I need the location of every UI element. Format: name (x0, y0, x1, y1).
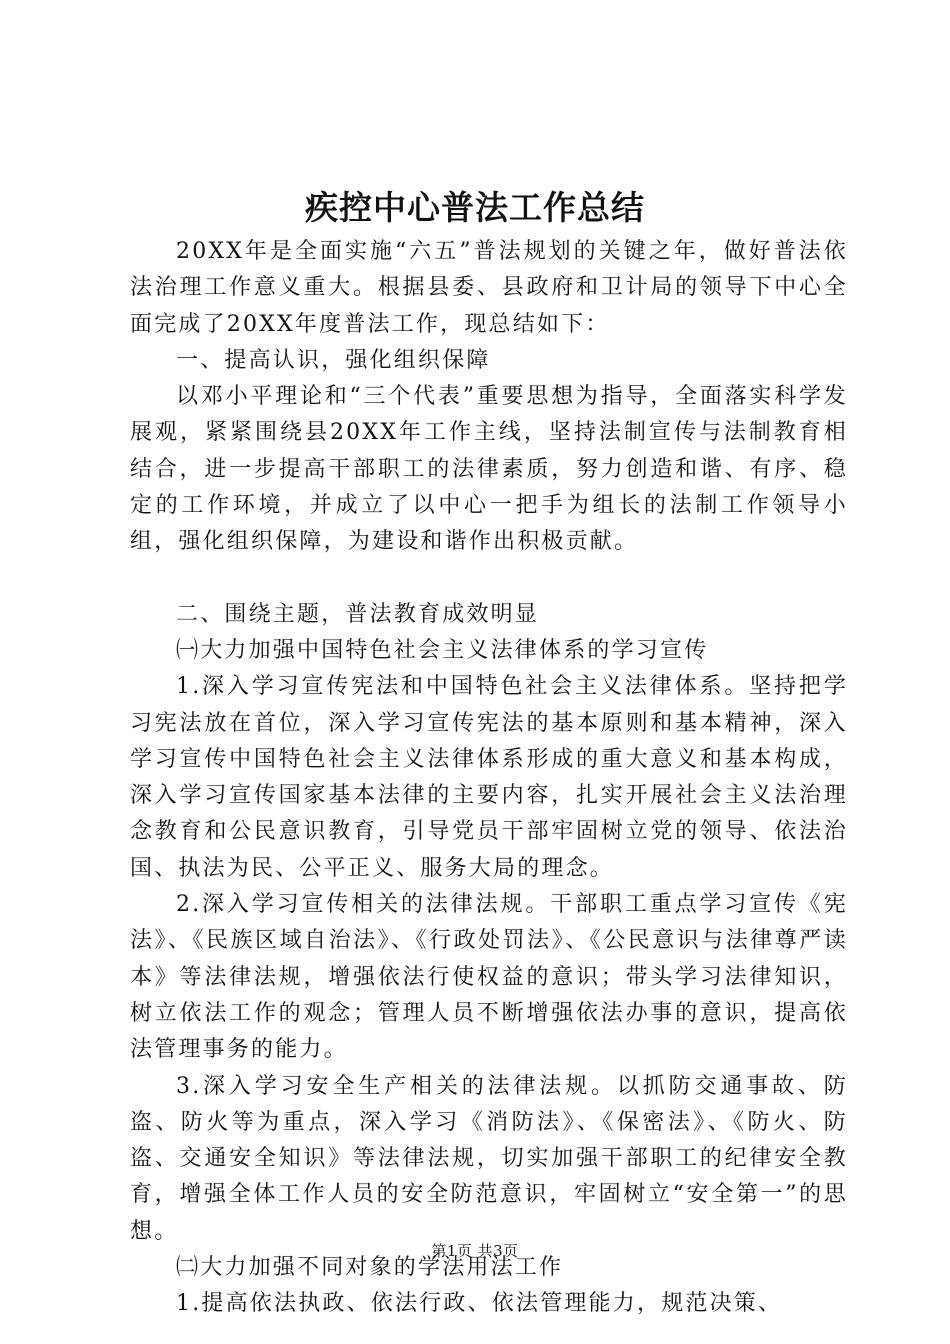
paragraph-item-2: 2.深入学习宣传相关的法律法规。干部职工重点学习宣传《宪法》、《民族区域自治法》、《行政处罚法》、《公民意识与法律尊严读本》等法律法规，增强依法行使权益的意识；带头学习法律知识，树立依法工作的观念；管理人员不断增强依法办事的意识，提高依法管理事务的能力。 (130, 892, 848, 1063)
page-footer: 第1页 共3页 (431, 1242, 519, 1260)
document-title: 疾控中心普法工作总结 (305, 188, 645, 227)
section-heading-1: 一、提高认识，强化组织保障 (176, 347, 491, 373)
paragraph-item-3: 3.深入学习安全生产相关的法律法规。以抓防交通事故、防盗、防火等为重点，深入学习《消防法》、《保密法》、《防火、防盗、交通安全知识》等法律法规，切实加强干部职工的纪律安全教育，增强全体工作人员的安全防范意识，牢固树立“安全第一”的思想。 (130, 1073, 848, 1244)
paragraph-intro: 20XX年是全面实施“六五”普法规划的关键之年，做好普法依法治理工作意义重大。根据县委、县政府和卫计局的领导下中心全面完成了20XX年度普法工作，现总结如下： (130, 239, 848, 337)
document-body (130, 234, 848, 1323)
paragraph-section-1: 以邓小平理论和“三个代表”重要思想为指导，全面落实科学发展观，紧紧围绕县20XX年工作主线，坚持法制宣传与法制教育相结合，进一步提高干部职工的法律素质，努力创造和谐、有序、稳定的工作环境，并成立了以中心一把手为组长的法制工作领导小组，强化组织保障，为建设和谐作出积极贡献。 (130, 384, 848, 555)
paragraph-item-4: 1.提高依法执政、依法行政、依法管理能力，规范决策、 (176, 1291, 783, 1317)
paragraph-item-1: 1.深入学习宣传宪法和中国特色社会主义法律体系。坚持把学习宪法放在首位，深入学习宣传宪法的基本原则和基本精神，深入学习宣传中国特色社会主义法律体系形成的重大意义和基本构成，深入学习宣传国家基本法律的主要内容，扎实开展社会主义法治理念教育和公民意识教育，引导党员干部牢固树立党的领导、依法治国、执法为民、公平正义、服务大局的理念。 (130, 674, 848, 881)
section-heading-2: 二、围绕主题，普法教育成效明显 (176, 601, 540, 627)
subsection-heading-1: ㈠大力加强中国特色社会主义法律体系的学习宣传 (176, 637, 709, 663)
subsection-heading-2: ㈡大力加强不同对象的学法用法工作 (176, 1255, 564, 1281)
